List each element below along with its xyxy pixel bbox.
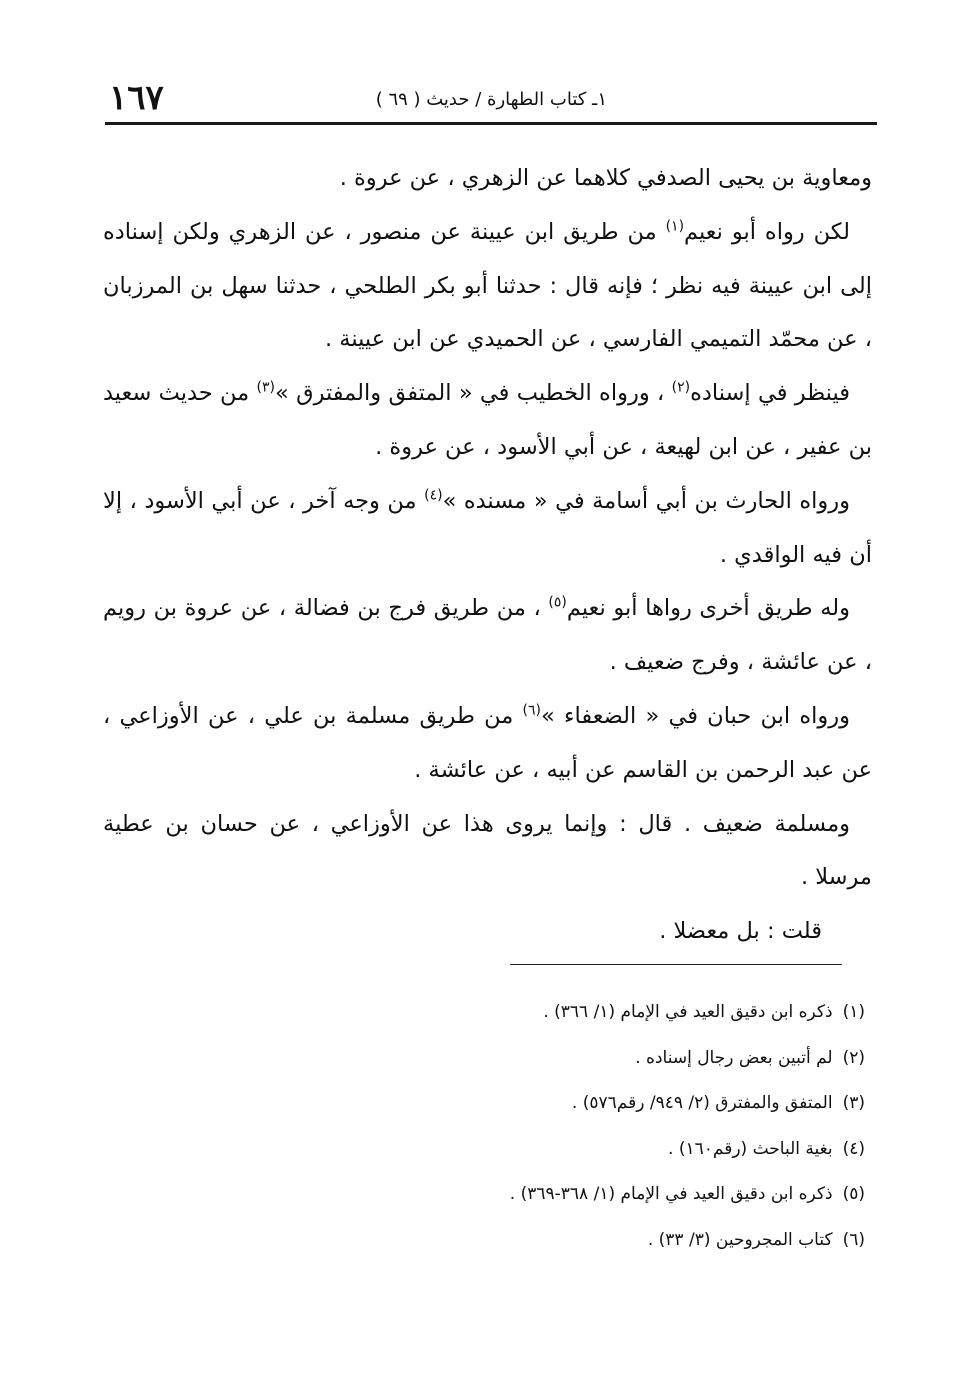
paragraph-text: من طريق ابن عيينة عن منصور ، عن الزهري ولكن إسناده إلى ابن عيينة فيه نظر ؛ فإنه قال : حدثنا أبو بكر الطلحي ، حدثنا سهل بن المرزبان ، عن محمّد التميمي الفارسي ، عن الحميدي عن ابن عيينة . <box>103 218 872 353</box>
paragraph-text: لكن رواه أبو نعيم <box>684 218 850 245</box>
paragraph-8 <box>103 905 872 959</box>
paragraph-text: ورواه الحارث بن أبي أسامة في « مسنده » <box>442 487 851 514</box>
paragraph-text: من وجه آخر ، عن أبي الأسود ، إلا أن فيه الواقدي . <box>103 487 872 568</box>
footnote-ref-6[interactable]: (٦) <box>522 702 541 719</box>
footnote-6 <box>265 1218 865 1264</box>
paragraph-text: وله طريق أخرى رواها أبو نعيم <box>566 595 850 622</box>
paragraph-text: فينظر في إسناده <box>690 380 851 407</box>
paragraph-5 <box>103 582 872 690</box>
paragraph-text: من طريق مسلمة بن علي ، عن الأوزاعي ، عن عبد الرحمن بن القاسم عن أبيه ، عن عائشة . <box>103 702 872 783</box>
paragraph-3 <box>103 367 872 475</box>
footnote-1 <box>265 990 865 1036</box>
paragraph-text: ، من طريق فرج بن فضالة ، عن عروة بن رويم ، عن عائشة ، وفرج ضعيف . <box>103 595 872 676</box>
paragraph-text: ومعاوية بن يحيى الصدفي كلاهما عن الزهري ، عن عروة . <box>339 165 872 191</box>
footnote-ref-5[interactable]: (٥) <box>548 594 567 611</box>
footnote-number: (١) <box>842 1002 865 1022</box>
paragraph-1 <box>103 152 872 206</box>
paragraph-text: ، ورواه الخطيب في « المتفق والمفترق » <box>275 380 672 407</box>
footnote-text: المتفق والمفترق (٢/ ٩٤٩/ رقم٥٧٦) . <box>571 1093 833 1113</box>
footnote-2 <box>265 1036 865 1082</box>
chapter-title: ١ـ كتاب الطهارة / حديث ( ٦٩ ) <box>375 89 607 110</box>
paragraph-7 <box>103 798 872 906</box>
footnote-text: ذكره ابن دقيق العيد في الإمام (١/ ٣٦٦) . <box>543 1002 833 1022</box>
paragraph-4 <box>103 475 872 583</box>
footnote-4 <box>265 1127 865 1173</box>
footnote-separator <box>510 964 842 965</box>
footnote-text: كتاب المجروحين (٣/ ٣٣) . <box>647 1229 833 1250</box>
paragraph-2 <box>103 206 872 367</box>
footnotes <box>265 990 865 1263</box>
running-header <box>105 78 877 125</box>
footnote-ref-1[interactable]: (١) <box>665 218 685 235</box>
footnote-number: (٤) <box>842 1138 865 1159</box>
footnote-text: ذكره ابن دقيق العيد في الإمام (١/ ٣٦٨-٣٦٩) . <box>509 1184 833 1204</box>
footnote-text: لم أتبين بعض رجال إسناده . <box>635 1047 833 1068</box>
main-text <box>103 152 872 959</box>
footnote-number: (٥) <box>842 1184 865 1204</box>
page-number: ١٦٧ <box>109 78 164 118</box>
paragraph-text: ورواه ابن حبان في « الضعفاء » <box>540 702 850 729</box>
footnote-ref-2[interactable]: (٢) <box>671 379 691 396</box>
paragraph-text: قلت : بل معضلا . <box>659 918 822 945</box>
paragraph-text: من حديث سعيد بن عفير ، عن ابن لهيعة ، عن أبي الأسود ، عن عروة . <box>103 380 872 460</box>
paragraph-text: ومسلمة ضعيف . قال : وإنما يروى هذا عن الأوزاعي ، عن حسان بن عطية مرسلا . <box>103 810 872 891</box>
footnote-text: بغية الباحث (رقم١٦٠) . <box>668 1138 833 1159</box>
footnote-number: (٣) <box>842 1093 865 1113</box>
footnote-number: (٢) <box>842 1047 865 1068</box>
footnote-ref-4[interactable]: (٤) <box>424 487 443 504</box>
footnote-number: (٦) <box>842 1229 865 1250</box>
footnote-5 <box>265 1172 865 1218</box>
paragraph-6 <box>103 690 872 798</box>
footnote-ref-3[interactable]: (٣) <box>256 379 276 396</box>
footnote-3 <box>265 1081 865 1127</box>
